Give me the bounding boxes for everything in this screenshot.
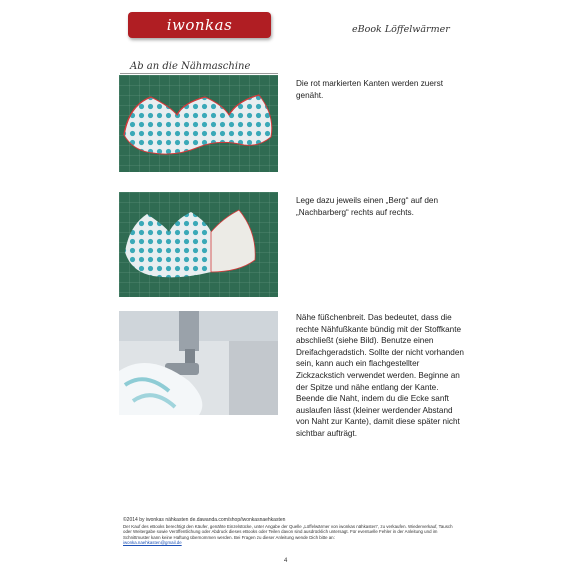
photo-marked-edges [119,75,278,172]
photo-sewing-machine [119,311,278,415]
footer-copyright: ©2014 by iwonkas nähkasten [123,517,189,523]
document-title: eBook Löffelwärmer [352,24,450,35]
footer-shop-link[interactable]: de.dawanda.com/shop/iwonkasnaehkasten [189,517,286,523]
step-2-text: Lege dazu jeweils einen „Berg“ auf den „Nachbarberg“ rechts auf rechts. [296,196,439,217]
brand-logo: iwonkas nähkasten [128,12,271,38]
footer-legal-text: Der Kauf des eBooks berechtigt den Käufer, genähte Einzelstücke, unter Angabe der Quelle „Löffelwärmer von iwonkas nähkasten“, zu verkaufen. Wiederverkauf, Tausch oder Weitergabe sowie Veröffentlichung oder Abdruck dieses eBooks oder Teilen davon sind ausdrücklich untersagt. Für eventuelle Fehler in der Anleitung und im Schnittmuster kann keine Haftung übernommen werden. Bei Fragen zu dieser Anleitung wende Dich bitte an: [123,523,453,540]
step-1-text: Die rot markierten Kanten werden zuerst genäht. [296,79,443,100]
page-footer [123,518,453,546]
section-heading: Ab an die Nähmaschine [130,61,251,72]
photo-folded-mountains [119,192,278,297]
page-number: 4 [284,558,288,564]
step-3-text: Nähe füßchenbreit. Das bedeutet, dass die rechte Nähfußkante bündig mit der Stoffkante abschließt (siehe Bild). Benutze einen Dreifachgeradstich. Sollte der nicht vorhanden sein, kann auch ein flachgestellter Zickzackstich verwendet werden. Beginne an der Spitze und nähe entlang der Kante. Beende die Naht, indem du die Ecke sanft auslaufen lässt (kleiner werdender Abstand von Naht zur Kante), damit diese später nicht sichtbar aufträgt. [296,313,464,438]
footer-email-link[interactable]: iwonka.naehkasten@gmail.de [123,540,182,546]
heading-divider [120,73,278,74]
